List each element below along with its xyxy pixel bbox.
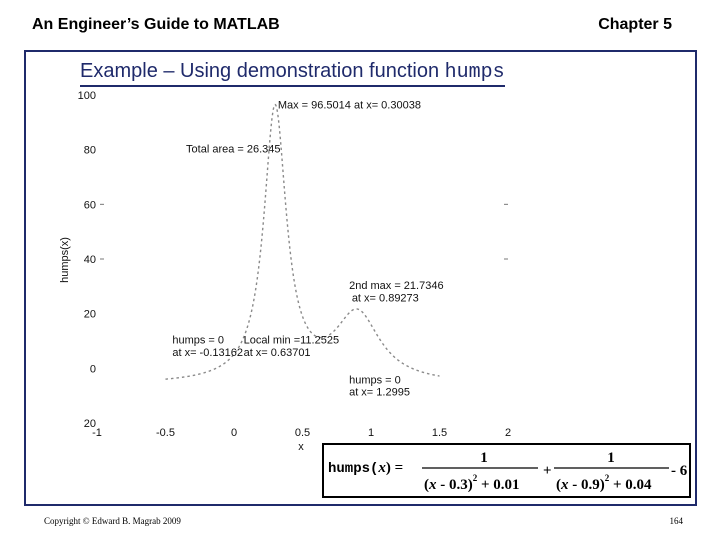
- x-tick-label: 1: [367, 427, 375, 439]
- x-tick-label: 0.5: [294, 427, 311, 439]
- formula-den2: (x - 0.9)$^2$ + 0.04: [556, 473, 652, 493]
- x-tick-label: 2: [504, 427, 512, 439]
- humps-formula: [322, 443, 691, 498]
- formula-num2: 1: [607, 450, 615, 466]
- chart-annotation: 2nd max = 21.7346: [349, 280, 444, 293]
- chart-annotation: at x= 1.2995: [349, 386, 410, 399]
- x-tick-label: 1.5: [431, 427, 448, 439]
- chart-annotation: humps = 0: [349, 374, 401, 387]
- course-title: An Engineer’s Guide to MATLAB: [32, 16, 280, 33]
- chart-annotations: [172, 100, 443, 399]
- x-axis-label: x: [298, 441, 304, 453]
- right-tick-marks: [504, 204, 508, 259]
- slide-title-code: humps: [444, 61, 505, 84]
- formula-plus: +: [543, 463, 552, 479]
- formula-den1: (x - 0.3)$^2$ + 0.01: [424, 473, 520, 493]
- y-tick-label: 60: [83, 199, 96, 212]
- x-tick-label: 0: [230, 427, 238, 439]
- chart-annotation: Max = 96.5014 at x= 0.30038: [277, 99, 421, 112]
- x-tick-label: -0.5: [156, 427, 175, 439]
- slide-title-text: Example – Using demonstration function: [80, 60, 445, 82]
- page-number: 164: [669, 516, 683, 526]
- chart-annotation: at x= -0.13162: [172, 347, 243, 360]
- y-tick-labels: [78, 90, 104, 430]
- chapter-label: Chapter 5: [598, 16, 672, 33]
- y-axis-label: humps(x): [59, 237, 71, 283]
- formula-lhs: humps(x) =: [328, 460, 404, 477]
- y-tick-label: 100: [77, 90, 96, 102]
- y-tick-label: 0: [89, 363, 96, 376]
- chart-annotation: at x= 0.63701: [243, 347, 311, 360]
- x-tick-labels: [92, 427, 511, 439]
- y-tick-label: 40: [83, 254, 96, 266]
- y-tick-label: 80: [83, 144, 96, 157]
- y-tick-label: 20: [83, 308, 96, 321]
- chart-annotation: humps = 0: [172, 334, 225, 347]
- chart-annotation: at x= 0.89273: [351, 292, 419, 305]
- formula-num1: 1: [480, 450, 488, 466]
- copyright: Copyright © Edward B. Magrab 2009: [44, 516, 181, 526]
- y-tick-label: 20: [83, 418, 96, 430]
- formula-graphic: [324, 445, 689, 496]
- formula-tail: - 6: [671, 463, 688, 479]
- chart-annotation: Total area = 26.345: [186, 143, 281, 156]
- chart-annotation: Local min =11.2525: [243, 334, 340, 347]
- x-tick-label: -1: [92, 427, 102, 439]
